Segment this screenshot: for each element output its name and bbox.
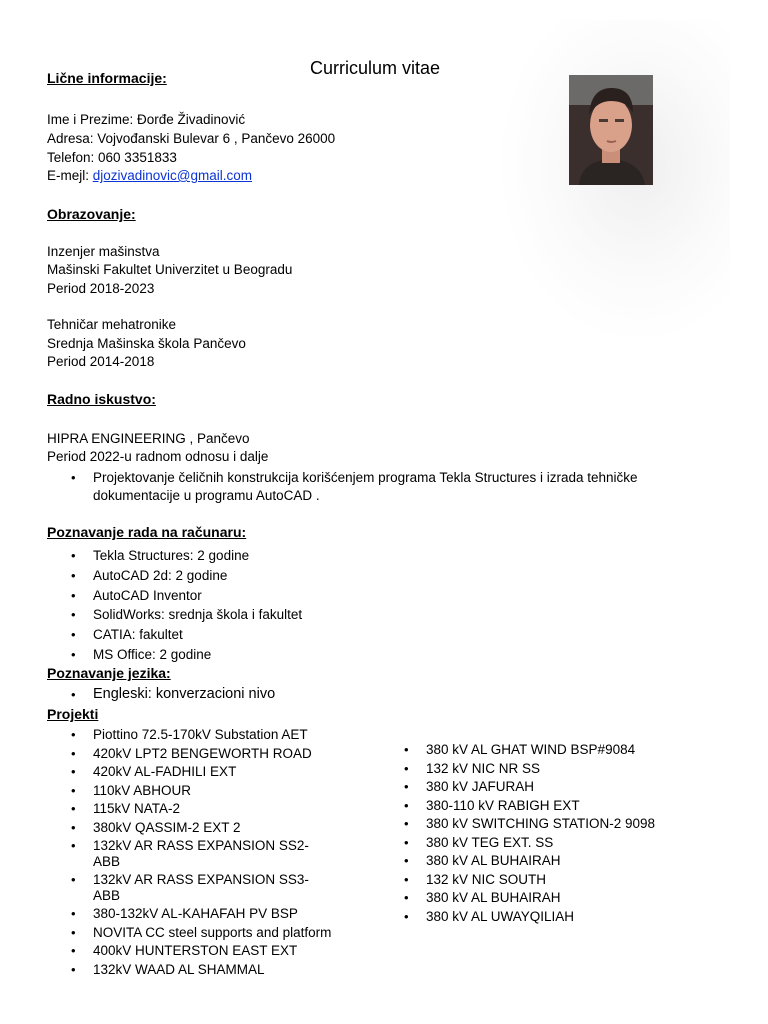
duties-list xyxy=(69,469,689,505)
list-item: • 132kV WAAD AL SHAMMAL xyxy=(69,962,334,978)
section-heading-projects: Projekti xyxy=(47,706,99,722)
education-2-degree: Tehničar mehatronike xyxy=(47,317,177,332)
languages-list xyxy=(69,686,469,703)
list-item: • 380 kV SWITCHING STATION-2 9098 xyxy=(402,816,722,832)
page-title: Curriculum vitae xyxy=(310,58,441,78)
projects-list-left xyxy=(69,727,334,980)
list-item: • AutoCAD Inventor xyxy=(69,586,469,606)
name-line: Ime i Prezime: Đorđe Živadinović xyxy=(47,112,246,127)
list-item: • 380 kV AL BUHAIRAH xyxy=(402,853,722,869)
list-item: • MS Office: 2 godine xyxy=(69,645,469,665)
education-2-period: Period 2014-2018 xyxy=(47,354,155,369)
list-item: • 400kV HUNTERSTON EAST EXT xyxy=(69,943,334,959)
list-item: • 132kV AR RASS EXPANSION SS3-ABB xyxy=(69,872,334,903)
list-item: • AutoCAD 2d: 2 godine xyxy=(69,566,469,586)
list-item: • 420kV AL-FADHILI EXT xyxy=(69,764,334,780)
computer-skills-list xyxy=(69,546,469,665)
list-item: • 132 kV NIC NR SS xyxy=(402,761,722,777)
list-item: • 380-132kV AL-KAHAFAH PV BSP xyxy=(69,906,334,922)
projects-list-right xyxy=(402,742,722,927)
section-heading-personal: Lične informacije: xyxy=(47,70,167,86)
period-line: Period 2022-u radnom odnosu i dalje xyxy=(47,449,269,464)
list-item: • 380 kV JAFURAH xyxy=(402,779,722,795)
list-item: • CATIA: fakultet xyxy=(69,625,469,645)
list-item: • 132kV AR RASS EXPANSION SS2-ABB xyxy=(69,838,334,869)
list-item: • Engleski: konverzacioni nivo xyxy=(69,686,469,703)
education-1-period: Period 2018-2023 xyxy=(47,281,155,296)
list-item: • NOVITA CC steel supports and platform xyxy=(69,925,334,941)
list-item: • 380-110 kV RABIGH EXT xyxy=(402,798,722,814)
education-1-degree: Inzenjer mašinstva xyxy=(47,244,160,259)
list-item: • 132 kV NIC SOUTH xyxy=(402,872,722,888)
list-item: • 420kV LPT2 BENGEWORTH ROAD xyxy=(69,746,334,762)
list-item: • 380kV QASSIM-2 EXT 2 xyxy=(69,820,334,836)
email-link[interactable]: djozivadinovic@gmail.com xyxy=(92,168,253,183)
list-item: • Projektovanje čeličnih konstrukcija korišćenjem programa Tekla Structures i izrada tehničke dokumentacije u programu AutoCAD . xyxy=(69,469,689,505)
list-item: • Piottino 72.5-170kV Substation AET xyxy=(69,727,334,743)
list-item: • Tekla Structures: 2 godine xyxy=(69,546,469,566)
address-line: Adresa: Vojvođanski Bulevar 6 , Pančevo 26000 xyxy=(47,131,336,146)
section-heading-computer-skills: Poznavanje rada na računaru: xyxy=(47,524,247,540)
phone-line: Telefon: 060 3351833 xyxy=(47,150,177,165)
list-item: • SolidWorks: srednja škola i fakultet xyxy=(69,605,469,625)
section-heading-experience: Radno iskustvo: xyxy=(47,391,156,407)
list-item: • 380 kV AL UWAYQILIAH xyxy=(402,909,722,925)
list-item: • 380 kV AL BUHAIRAH xyxy=(402,890,722,906)
education-2-school: Srednja Mašinska škola Pančevo xyxy=(47,336,246,351)
education-1-school: Mašinski Fakultet Univerzitet u Beogradu xyxy=(47,262,293,277)
profile-photo xyxy=(569,75,653,185)
list-item: • 380 kV AL GHAT WIND BSP#9084 xyxy=(402,742,722,758)
email-label: E-mejl: xyxy=(47,168,93,183)
list-item: • 380 kV TEG EXT. SS xyxy=(402,835,722,851)
list-item: • 110kV ABHOUR xyxy=(69,783,334,799)
list-item: • 115kV NATA-2 xyxy=(69,801,334,817)
section-heading-education: Obrazovanje: xyxy=(47,206,136,222)
email-line xyxy=(47,167,252,185)
section-heading-languages: Poznavanje jezika: xyxy=(47,665,171,681)
company-line: HIPRA ENGINEERING , Pančevo xyxy=(47,431,250,446)
